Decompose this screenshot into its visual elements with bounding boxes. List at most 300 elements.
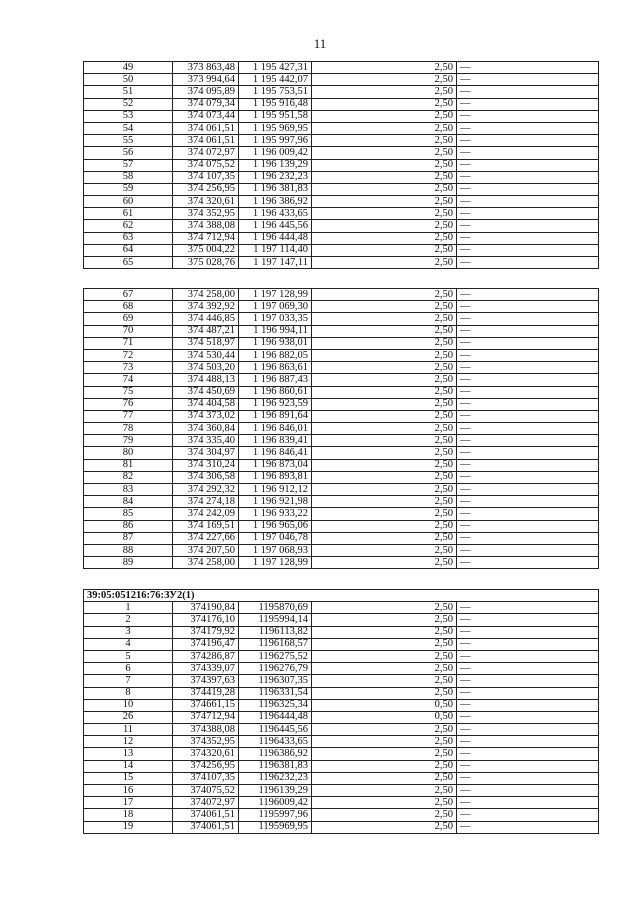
x-coordinate-cell: 374 107,35 — [173, 171, 239, 183]
table-row — [84, 362, 599, 374]
point-number-cell: 87 — [84, 532, 173, 544]
point-number-cell: 14 — [84, 760, 173, 772]
method-cell: — — [457, 736, 599, 748]
accuracy-cell: 0,50 — [312, 711, 457, 723]
y-coordinate-cell: 1 196 938,01 — [239, 337, 312, 349]
method-cell: — — [457, 196, 599, 208]
point-number-cell: 60 — [84, 196, 173, 208]
point-number-cell: 82 — [84, 471, 173, 483]
y-coordinate-cell: 1 196 839,41 — [239, 435, 312, 447]
y-coordinate-cell: 1196275,52 — [239, 650, 312, 662]
accuracy-cell: 2,50 — [312, 110, 457, 122]
method-cell: — — [457, 772, 599, 784]
table-row — [84, 244, 599, 256]
x-coordinate-cell: 374 392,92 — [173, 301, 239, 313]
x-coordinate-cell: 374 503,20 — [173, 362, 239, 374]
accuracy-cell: 2,50 — [312, 135, 457, 147]
x-coordinate-cell: 374 292,32 — [173, 484, 239, 496]
method-cell: — — [457, 435, 599, 447]
point-number-cell: 18 — [84, 809, 173, 821]
accuracy-cell: 2,50 — [312, 374, 457, 386]
x-coordinate-cell: 374 530,44 — [173, 349, 239, 361]
table-row — [84, 724, 599, 736]
x-coordinate-cell: 374 320,61 — [173, 196, 239, 208]
x-coordinate-cell: 374 487,21 — [173, 325, 239, 337]
point-number-cell: 72 — [84, 349, 173, 361]
point-number-cell: 77 — [84, 410, 173, 422]
point-number-cell: 16 — [84, 785, 173, 797]
y-coordinate-cell: 1 196 923,59 — [239, 398, 312, 410]
y-coordinate-cell: 1 196 139,29 — [239, 159, 312, 171]
method-cell: — — [457, 638, 599, 650]
y-coordinate-cell: 1 197 128,99 — [239, 557, 312, 569]
method-cell: — — [457, 508, 599, 520]
accuracy-cell: 2,50 — [312, 159, 457, 171]
accuracy-cell: 2,50 — [312, 760, 457, 772]
table-row — [84, 809, 599, 821]
accuracy-cell: 2,50 — [312, 183, 457, 195]
page-number: 11 — [313, 36, 327, 51]
table-row — [84, 98, 599, 110]
table-row — [84, 196, 599, 208]
accuracy-cell: 0,50 — [312, 699, 457, 711]
x-coordinate-cell: 374 061,51 — [173, 122, 239, 134]
point-number-cell: 2 — [84, 614, 173, 626]
method-cell: — — [457, 410, 599, 422]
method-cell: — — [457, 208, 599, 220]
x-coordinate-cell: 374 518,97 — [173, 337, 239, 349]
table-row — [84, 650, 599, 662]
y-coordinate-cell: 1196381,83 — [239, 760, 312, 772]
x-coordinate-cell: 374 488,13 — [173, 374, 239, 386]
y-coordinate-cell: 1196307,35 — [239, 675, 312, 687]
accuracy-cell: 2,50 — [312, 638, 457, 650]
y-coordinate-cell: 1196232,23 — [239, 772, 312, 784]
method-cell: — — [457, 614, 599, 626]
x-coordinate-cell: 374107,35 — [173, 772, 239, 784]
table-row — [84, 147, 599, 159]
point-number-cell: 69 — [84, 313, 173, 325]
method-cell: — — [457, 325, 599, 337]
x-coordinate-cell: 374 274,18 — [173, 496, 239, 508]
table-row — [84, 785, 599, 797]
method-cell: — — [457, 313, 599, 325]
table-row — [84, 699, 599, 711]
point-number-cell: 83 — [84, 484, 173, 496]
point-number-cell: 59 — [84, 183, 173, 195]
accuracy-cell: 2,50 — [312, 244, 457, 256]
method-cell: — — [457, 110, 599, 122]
table-row — [84, 614, 599, 626]
y-coordinate-cell: 1 196 893,81 — [239, 471, 312, 483]
table-row — [84, 447, 599, 459]
y-coordinate-cell: 1196331,54 — [239, 687, 312, 699]
point-number-cell: 17 — [84, 797, 173, 809]
point-number-cell: 54 — [84, 122, 173, 134]
method-cell: — — [457, 232, 599, 244]
table-row — [84, 232, 599, 244]
y-coordinate-cell: 1 196 887,43 — [239, 374, 312, 386]
coordinates-table-part-1 — [83, 61, 599, 269]
x-coordinate-cell: 374 207,50 — [173, 544, 239, 556]
table-row — [84, 135, 599, 147]
table-row — [84, 257, 599, 269]
accuracy-cell: 2,50 — [312, 772, 457, 784]
method-cell: — — [457, 809, 599, 821]
method-cell: — — [457, 62, 599, 74]
table-row — [84, 675, 599, 687]
accuracy-cell: 2,50 — [312, 675, 457, 687]
table-row — [84, 349, 599, 361]
accuracy-cell: 2,50 — [312, 484, 457, 496]
table-row — [84, 821, 599, 833]
x-coordinate-cell: 374179,92 — [173, 626, 239, 638]
table-row — [84, 532, 599, 544]
table-row — [84, 772, 599, 784]
point-number-cell: 73 — [84, 362, 173, 374]
accuracy-cell: 2,50 — [312, 471, 457, 483]
table-row — [84, 687, 599, 699]
y-coordinate-cell: 1 195 442,07 — [239, 74, 312, 86]
accuracy-cell: 2,50 — [312, 337, 457, 349]
point-number-cell: 61 — [84, 208, 173, 220]
method-cell: — — [457, 484, 599, 496]
method-cell: — — [457, 663, 599, 675]
x-coordinate-cell: 374 446,85 — [173, 313, 239, 325]
table-row — [84, 289, 599, 301]
y-coordinate-cell: 1 196 921,98 — [239, 496, 312, 508]
x-coordinate-cell: 374 169,51 — [173, 520, 239, 532]
method-cell: — — [457, 362, 599, 374]
method-cell: — — [457, 711, 599, 723]
y-coordinate-cell: 1 196 912,12 — [239, 484, 312, 496]
point-number-cell: 56 — [84, 147, 173, 159]
coordinates-table-part-3 — [83, 589, 599, 834]
y-coordinate-cell: 1 196 863,61 — [239, 362, 312, 374]
accuracy-cell: 2,50 — [312, 313, 457, 325]
x-coordinate-cell: 374 242,09 — [173, 508, 239, 520]
accuracy-cell: 2,50 — [312, 86, 457, 98]
point-number-cell: 4 — [84, 638, 173, 650]
table-row — [84, 602, 599, 614]
x-coordinate-cell: 374339,07 — [173, 663, 239, 675]
accuracy-cell: 2,50 — [312, 62, 457, 74]
accuracy-cell: 2,50 — [312, 147, 457, 159]
accuracy-cell: 2,50 — [312, 687, 457, 699]
table-row — [84, 423, 599, 435]
table-row — [84, 337, 599, 349]
accuracy-cell: 2,50 — [312, 614, 457, 626]
accuracy-cell: 2,50 — [312, 301, 457, 313]
y-coordinate-cell: 1 196 433,65 — [239, 208, 312, 220]
x-coordinate-cell: 374388,08 — [173, 724, 239, 736]
method-cell: — — [457, 687, 599, 699]
y-coordinate-cell: 1 195 427,31 — [239, 62, 312, 74]
accuracy-cell: 2,50 — [312, 821, 457, 833]
accuracy-cell: 2,50 — [312, 196, 457, 208]
table-row — [84, 638, 599, 650]
method-cell: — — [457, 626, 599, 638]
y-coordinate-cell: 1 195 997,96 — [239, 135, 312, 147]
method-cell: — — [457, 98, 599, 110]
y-coordinate-cell: 1195994,14 — [239, 614, 312, 626]
x-coordinate-cell: 374 095,89 — [173, 86, 239, 98]
x-coordinate-cell: 374 310,24 — [173, 459, 239, 471]
x-coordinate-cell: 374061,51 — [173, 809, 239, 821]
table-row — [84, 484, 599, 496]
table-row — [84, 325, 599, 337]
method-cell: — — [457, 785, 599, 797]
x-coordinate-cell: 374075,52 — [173, 785, 239, 797]
point-number-cell: 71 — [84, 337, 173, 349]
accuracy-cell: 2,50 — [312, 98, 457, 110]
y-coordinate-cell: 1 196 873,04 — [239, 459, 312, 471]
y-coordinate-cell: 1 195 969,95 — [239, 122, 312, 134]
x-coordinate-cell: 374 258,00 — [173, 557, 239, 569]
x-coordinate-cell: 374176,10 — [173, 614, 239, 626]
table-row — [84, 410, 599, 422]
y-coordinate-cell: 1 197 147,11 — [239, 257, 312, 269]
method-cell: — — [457, 337, 599, 349]
point-number-cell: 5 — [84, 650, 173, 662]
coordinates-table-part-2 — [83, 288, 599, 569]
accuracy-cell: 2,50 — [312, 532, 457, 544]
y-coordinate-cell: 1196009,42 — [239, 797, 312, 809]
table-row — [84, 183, 599, 195]
x-coordinate-cell: 374 256,95 — [173, 183, 239, 195]
method-cell: — — [457, 675, 599, 687]
point-number-cell: 7 — [84, 675, 173, 687]
accuracy-cell: 2,50 — [312, 663, 457, 675]
y-coordinate-cell: 1 196 444,48 — [239, 232, 312, 244]
accuracy-cell: 2,50 — [312, 557, 457, 569]
x-coordinate-cell: 374 304,97 — [173, 447, 239, 459]
method-cell: — — [457, 471, 599, 483]
method-cell: — — [457, 797, 599, 809]
method-cell: — — [457, 821, 599, 833]
y-coordinate-cell: 1196113,82 — [239, 626, 312, 638]
accuracy-cell: 2,50 — [312, 208, 457, 220]
accuracy-cell: 2,50 — [312, 349, 457, 361]
method-cell: — — [457, 748, 599, 760]
accuracy-cell: 2,50 — [312, 410, 457, 422]
method-cell: — — [457, 532, 599, 544]
point-number-cell: 57 — [84, 159, 173, 171]
method-cell: — — [457, 544, 599, 556]
point-number-cell: 53 — [84, 110, 173, 122]
point-number-cell: 1 — [84, 602, 173, 614]
point-number-cell: 76 — [84, 398, 173, 410]
y-coordinate-cell: 1 196 860,61 — [239, 386, 312, 398]
method-cell: — — [457, 699, 599, 711]
method-cell: — — [457, 520, 599, 532]
table-row — [84, 171, 599, 183]
method-cell: — — [457, 423, 599, 435]
y-coordinate-cell: 1 197 046,78 — [239, 532, 312, 544]
x-coordinate-cell: 375 004,22 — [173, 244, 239, 256]
accuracy-cell: 2,50 — [312, 435, 457, 447]
table-row — [84, 459, 599, 471]
method-cell: — — [457, 244, 599, 256]
y-coordinate-cell: 1 195 951,58 — [239, 110, 312, 122]
table-row — [84, 374, 599, 386]
table-row — [84, 86, 599, 98]
accuracy-cell: 2,50 — [312, 423, 457, 435]
x-coordinate-cell: 374256,95 — [173, 760, 239, 772]
method-cell: — — [457, 183, 599, 195]
x-coordinate-cell: 373 994,64 — [173, 74, 239, 86]
point-number-cell: 55 — [84, 135, 173, 147]
y-coordinate-cell: 1 196 933,22 — [239, 508, 312, 520]
table-row — [84, 626, 599, 638]
table-row — [84, 159, 599, 171]
y-coordinate-cell: 1196139,29 — [239, 785, 312, 797]
method-cell: — — [457, 301, 599, 313]
y-coordinate-cell: 1196433,65 — [239, 736, 312, 748]
point-number-cell: 51 — [84, 86, 173, 98]
point-number-cell: 81 — [84, 459, 173, 471]
accuracy-cell: 2,50 — [312, 602, 457, 614]
accuracy-cell: 2,50 — [312, 232, 457, 244]
table-row — [84, 313, 599, 325]
x-coordinate-cell: 374 227,66 — [173, 532, 239, 544]
table-row — [84, 122, 599, 134]
section-title: 39:05:051216:76:ЗУ2(1) — [84, 590, 599, 602]
table-row — [84, 435, 599, 447]
x-coordinate-cell: 374286,87 — [173, 650, 239, 662]
y-coordinate-cell: 1196276,79 — [239, 663, 312, 675]
point-number-cell: 8 — [84, 687, 173, 699]
point-number-cell: 10 — [84, 699, 173, 711]
method-cell: — — [457, 86, 599, 98]
point-number-cell: 65 — [84, 257, 173, 269]
y-coordinate-cell: 1 197 114,40 — [239, 244, 312, 256]
point-number-cell: 58 — [84, 171, 173, 183]
method-cell: — — [457, 374, 599, 386]
table-row — [84, 74, 599, 86]
accuracy-cell: 2,50 — [312, 748, 457, 760]
x-coordinate-cell: 374 373,02 — [173, 410, 239, 422]
table-row — [84, 471, 599, 483]
accuracy-cell: 2,50 — [312, 626, 457, 638]
y-coordinate-cell: 1 196 386,92 — [239, 196, 312, 208]
x-coordinate-cell: 374419,28 — [173, 687, 239, 699]
point-number-cell: 78 — [84, 423, 173, 435]
y-coordinate-cell: 1 197 128,99 — [239, 289, 312, 301]
x-coordinate-cell: 374190,84 — [173, 602, 239, 614]
method-cell: — — [457, 135, 599, 147]
y-coordinate-cell: 1 196 882,05 — [239, 349, 312, 361]
method-cell: — — [457, 459, 599, 471]
y-coordinate-cell: 1 196 445,56 — [239, 220, 312, 232]
accuracy-cell: 2,50 — [312, 496, 457, 508]
x-coordinate-cell: 374 306,58 — [173, 471, 239, 483]
y-coordinate-cell: 1 196 846,01 — [239, 423, 312, 435]
point-number-cell: 84 — [84, 496, 173, 508]
method-cell: — — [457, 74, 599, 86]
x-coordinate-cell: 374320,61 — [173, 748, 239, 760]
x-coordinate-cell: 374 388,08 — [173, 220, 239, 232]
point-number-cell: 19 — [84, 821, 173, 833]
accuracy-cell: 2,50 — [312, 220, 457, 232]
x-coordinate-cell: 374196,47 — [173, 638, 239, 650]
point-number-cell: 74 — [84, 374, 173, 386]
x-coordinate-cell: 374 352,95 — [173, 208, 239, 220]
point-number-cell: 85 — [84, 508, 173, 520]
y-coordinate-cell: 1 196 846,41 — [239, 447, 312, 459]
point-number-cell: 26 — [84, 711, 173, 723]
point-number-cell: 88 — [84, 544, 173, 556]
point-number-cell: 63 — [84, 232, 173, 244]
x-coordinate-cell: 374 335,40 — [173, 435, 239, 447]
table-row — [84, 220, 599, 232]
method-cell: — — [457, 171, 599, 183]
method-cell: — — [457, 349, 599, 361]
method-cell: — — [457, 220, 599, 232]
y-coordinate-cell: 1196386,92 — [239, 748, 312, 760]
point-number-cell: 68 — [84, 301, 173, 313]
method-cell: — — [457, 147, 599, 159]
accuracy-cell: 2,50 — [312, 785, 457, 797]
x-coordinate-cell: 374061,51 — [173, 821, 239, 833]
accuracy-cell: 2,50 — [312, 508, 457, 520]
accuracy-cell: 2,50 — [312, 289, 457, 301]
y-coordinate-cell: 1 196 232,23 — [239, 171, 312, 183]
point-number-cell: 86 — [84, 520, 173, 532]
x-coordinate-cell: 374712,94 — [173, 711, 239, 723]
point-number-cell: 50 — [84, 74, 173, 86]
method-cell: — — [457, 557, 599, 569]
accuracy-cell: 2,50 — [312, 736, 457, 748]
point-number-cell: 64 — [84, 244, 173, 256]
table-row — [84, 760, 599, 772]
y-coordinate-cell: 1195870,69 — [239, 602, 312, 614]
table-row — [84, 797, 599, 809]
accuracy-cell: 2,50 — [312, 520, 457, 532]
table-row — [84, 544, 599, 556]
y-coordinate-cell: 1 196 009,42 — [239, 147, 312, 159]
accuracy-cell: 2,50 — [312, 74, 457, 86]
method-cell: — — [457, 602, 599, 614]
accuracy-cell: 2,50 — [312, 398, 457, 410]
method-cell: — — [457, 496, 599, 508]
x-coordinate-cell: 374397,63 — [173, 675, 239, 687]
method-cell: — — [457, 650, 599, 662]
y-coordinate-cell: 1 195 753,51 — [239, 86, 312, 98]
accuracy-cell: 2,50 — [312, 171, 457, 183]
y-coordinate-cell: 1 197 068,93 — [239, 544, 312, 556]
table-row — [84, 398, 599, 410]
x-coordinate-cell: 375 028,76 — [173, 257, 239, 269]
point-number-cell: 6 — [84, 663, 173, 675]
y-coordinate-cell: 1 197 033,35 — [239, 313, 312, 325]
method-cell: — — [457, 386, 599, 398]
x-coordinate-cell: 374352,95 — [173, 736, 239, 748]
table-row — [84, 520, 599, 532]
point-number-cell: 80 — [84, 447, 173, 459]
point-number-cell: 75 — [84, 386, 173, 398]
y-coordinate-cell: 1 196 994,11 — [239, 325, 312, 337]
accuracy-cell: 2,50 — [312, 797, 457, 809]
method-cell: — — [457, 289, 599, 301]
accuracy-cell: 2,50 — [312, 544, 457, 556]
method-cell: — — [457, 159, 599, 171]
y-coordinate-cell: 1 196 381,83 — [239, 183, 312, 195]
x-coordinate-cell: 374 712,94 — [173, 232, 239, 244]
y-coordinate-cell: 1196444,48 — [239, 711, 312, 723]
x-coordinate-cell: 374 061,51 — [173, 135, 239, 147]
accuracy-cell: 2,50 — [312, 809, 457, 821]
